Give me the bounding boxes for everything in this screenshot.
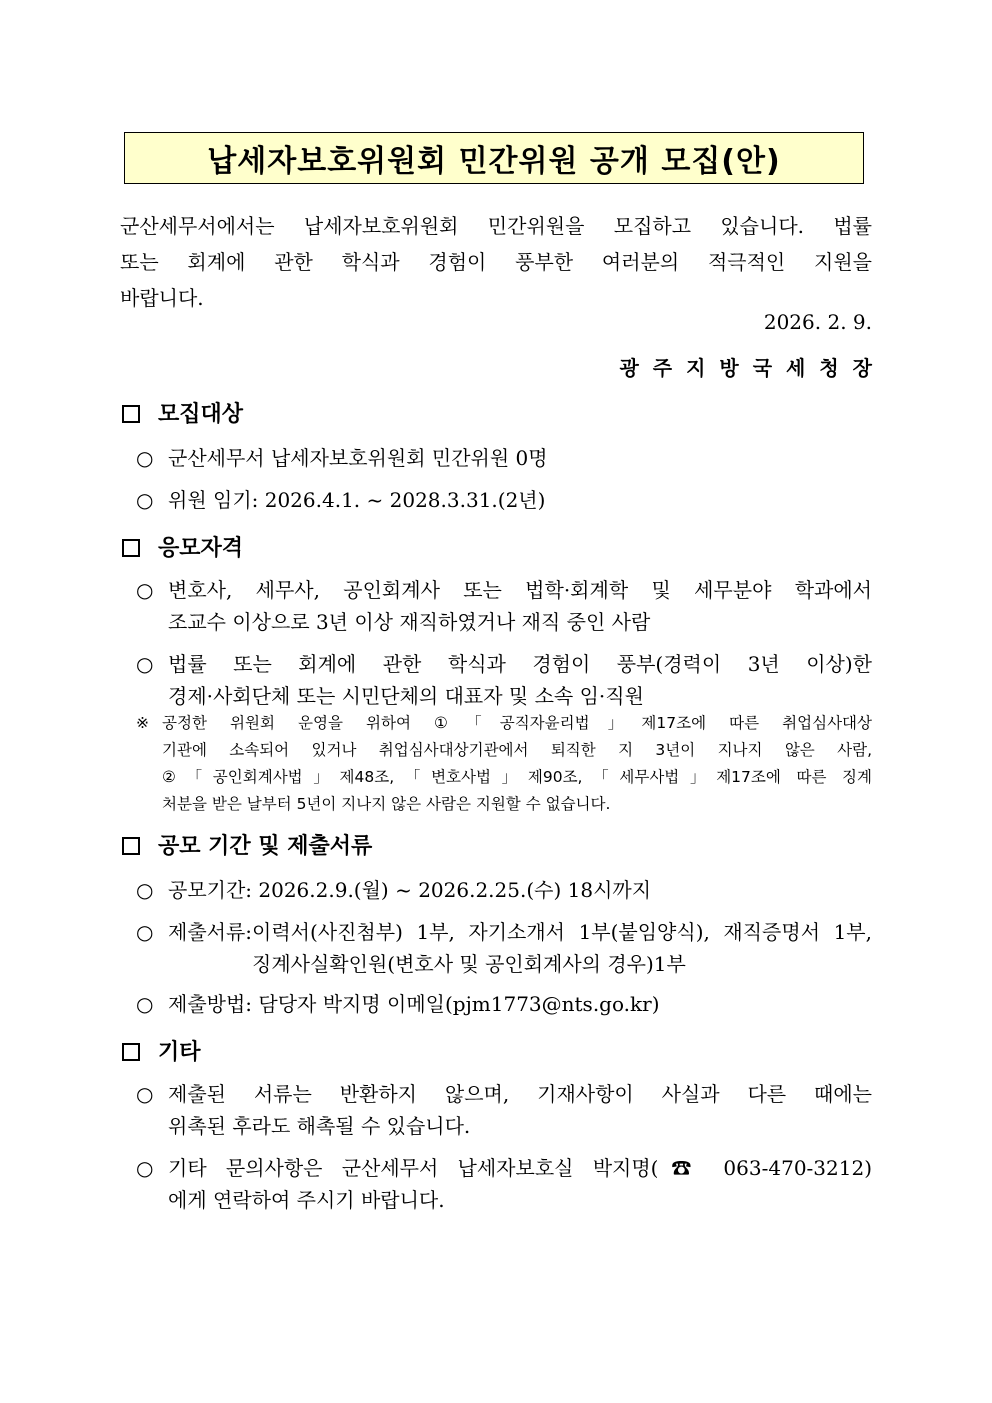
list-item	[136, 442, 872, 474]
item-text: 위촉된 후라도 해촉될 수 있습니다.	[168, 1114, 471, 1138]
note-block	[136, 710, 872, 818]
note-text: 처분을 받은 날부터 5년이 지나지 않은 사람은 지원할 수 없습니다.	[162, 795, 611, 813]
list-item	[136, 574, 872, 638]
list-item	[136, 988, 872, 1020]
list-item	[136, 1078, 872, 1142]
item-label: 제출서류:	[168, 920, 253, 944]
circle-bullet-icon: ○	[136, 488, 154, 512]
section-heading-text: 모집대상	[158, 401, 244, 427]
document-date: 2026. 2. 9.	[763, 310, 872, 334]
circle-bullet-icon: ○	[136, 1156, 154, 1180]
list-item	[136, 874, 872, 906]
circle-bullet-icon: ○	[136, 1082, 154, 1106]
item-text: 징계사실확인원(변호사 및 공인회계사의 경우)1부	[252, 952, 686, 976]
checkbox-square-icon	[122, 1043, 140, 1061]
reference-mark-icon: ※	[136, 714, 149, 732]
issuer-name: 광주지방국세청장	[619, 356, 886, 380]
item-text: 이력서(사진첨부) 1부, 자기소개서 1부(붙임양식), 재직증명서 1부,	[252, 920, 872, 944]
item-text: 에게 연락하여 주시기 바랍니다.	[168, 1188, 445, 1212]
note-text: 기관에 소속되어 있거나 취업심사대상기관에서 퇴직한 지 3년이 지나지 않은 사람,	[162, 741, 872, 759]
intro-line: 또는 회계에 관한 학식과 경험이 풍부한 여러분의 적극적인 지원을	[120, 250, 872, 274]
section-heading-recruit	[122, 398, 243, 430]
item-text: 기타 문의사항은 군산세무서 납세자보호실 박지명(☎ 063-470-3212)	[168, 1156, 872, 1180]
section-heading-etc	[122, 1036, 201, 1068]
section-heading-period	[122, 830, 372, 862]
list-item	[136, 648, 872, 712]
item-text: 변호사, 세무사, 공인회계사 또는 법학·회계학 및 세무분야 학과에서	[168, 578, 872, 602]
circle-bullet-icon: ○	[136, 446, 154, 470]
item-text: 군산세무서 납세자보호위원회 민간위원 0명	[168, 446, 548, 470]
list-item	[136, 916, 872, 980]
document-title: 납세자보호위원회 민간위원 공개 모집(안)	[124, 132, 864, 184]
item-text: 공모기간: 2026.2.9.(월) ~ 2026.2.25.(수) 18시까지	[168, 878, 652, 902]
note-text: 공정한 위원회 운영을 위하여 ①「공직자윤리법」제17조에 따른 취업심사대상	[162, 714, 872, 732]
circle-bullet-icon: ○	[136, 652, 154, 676]
circle-bullet-icon: ○	[136, 992, 154, 1016]
checkbox-square-icon	[122, 539, 140, 557]
circle-bullet-icon: ○	[136, 578, 154, 602]
list-item	[136, 1152, 872, 1216]
item-text: 제출방법: 담당자 박지명 이메일(pjm1773@nts.go.kr)	[168, 992, 660, 1016]
section-heading-text: 응모자격	[158, 535, 244, 561]
note-text: ②「공인회계사법」제48조,「변호사법」제90조,「세무사법」제17조에 따른 징계	[162, 768, 872, 786]
list-item	[136, 484, 872, 516]
intro-line: 군산세무서에서는 납세자보호위원회 민간위원을 모집하고 있습니다. 법률	[120, 214, 872, 238]
circle-bullet-icon: ○	[136, 878, 154, 902]
intro-paragraph	[120, 208, 872, 316]
item-text: 제출된 서류는 반환하지 않으며, 기재사항이 사실과 다른 때에는	[168, 1082, 872, 1106]
section-heading-text: 기타	[158, 1039, 201, 1065]
checkbox-square-icon	[122, 405, 140, 423]
checkbox-square-icon	[122, 837, 140, 855]
section-heading-qualification	[122, 532, 243, 564]
item-text: 경제·사회단체 또는 시민단체의 대표자 및 소속 임·직원	[168, 684, 644, 708]
item-text: 위원 임기: 2026.4.1. ~ 2028.3.31.(2년)	[168, 488, 546, 512]
item-text: 법률 또는 회계에 관한 학식과 경험이 풍부(경력이 3년 이상)한	[168, 652, 872, 676]
section-heading-text: 공모 기간 및 제출서류	[158, 833, 373, 859]
circle-bullet-icon: ○	[136, 920, 154, 944]
intro-line: 바랍니다.	[120, 286, 204, 310]
item-text: 조교수 이상으로 3년 이상 재직하였거나 재직 중인 사람	[168, 610, 651, 634]
